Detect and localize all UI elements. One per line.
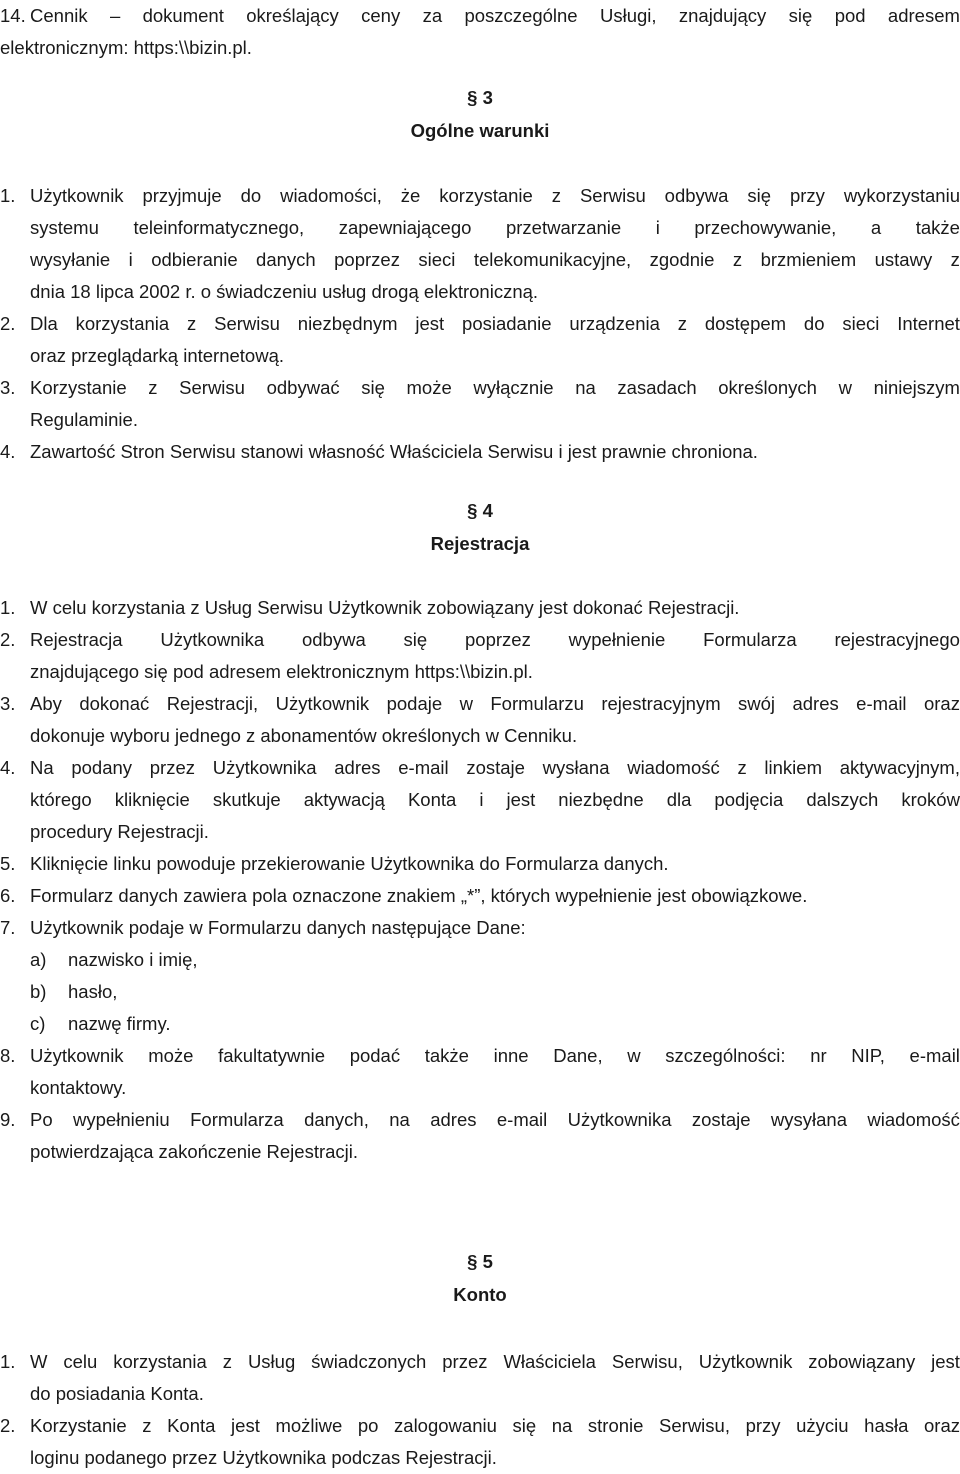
word: wypełnieniu bbox=[73, 1109, 170, 1130]
section-5-title: Konto bbox=[453, 1284, 507, 1305]
section-5-item-1-number: 1. bbox=[0, 1351, 16, 1372]
word: Usług bbox=[247, 1351, 296, 1372]
section-3-item-1-line bbox=[30, 244, 960, 276]
section-4-item-2-line: znajdującego się pod adresem elektronicznym https:\\bizin.pl. bbox=[30, 661, 533, 682]
section-3-item-1-line bbox=[30, 212, 960, 244]
word: przez bbox=[442, 1351, 488, 1372]
word: W bbox=[30, 1351, 48, 1372]
word: sieci bbox=[842, 313, 880, 334]
word: podany bbox=[71, 757, 133, 778]
word: oraz bbox=[923, 693, 960, 714]
word: na bbox=[575, 377, 596, 398]
word: wiadomość bbox=[867, 1109, 960, 1130]
section-4-subitem-text: nazwisko i imię, bbox=[68, 949, 198, 970]
word: ceny bbox=[361, 5, 401, 26]
word: także bbox=[424, 1045, 469, 1066]
word: Internet bbox=[897, 313, 960, 334]
word: Aby bbox=[30, 693, 62, 714]
word: oraz bbox=[924, 1415, 960, 1436]
word: zasadach bbox=[617, 377, 697, 398]
word: przetwarzanie bbox=[505, 217, 622, 238]
word: z bbox=[950, 249, 960, 270]
section-3-item-4-line: Zawartość Stron Serwisu stanowi własność Właściciela Serwisu i jest prawnie chroniona. bbox=[30, 441, 758, 462]
section-5-sign: § 5 bbox=[467, 1251, 493, 1272]
word: Rejestracja bbox=[30, 629, 123, 650]
word: Rejestracji, bbox=[166, 693, 259, 714]
section-3-item-2-line bbox=[30, 308, 960, 340]
word: i bbox=[479, 789, 484, 810]
word: Właściciela bbox=[503, 1351, 596, 1372]
word: i bbox=[655, 217, 660, 238]
section-4-item-4-line: procedury Rejestracji. bbox=[30, 821, 209, 842]
section-4-item-2-line bbox=[30, 624, 960, 656]
section-5-item-1-line: do posiadania Konta. bbox=[30, 1383, 204, 1404]
word: zobowiązany bbox=[808, 1351, 916, 1372]
section-4-item-8-number: 8. bbox=[0, 1045, 16, 1066]
item-14-line bbox=[30, 0, 960, 32]
word: którego bbox=[30, 789, 92, 810]
word: Formularza bbox=[190, 1109, 284, 1130]
section-5-item-2-number: 2. bbox=[0, 1415, 16, 1436]
section-4-item-8-line: kontaktowy. bbox=[30, 1077, 127, 1098]
word: korzystanie bbox=[439, 185, 533, 206]
word: przy bbox=[789, 185, 825, 206]
word: szczególności: bbox=[665, 1045, 786, 1066]
word: Korzystanie bbox=[30, 377, 127, 398]
word: Dla bbox=[30, 313, 58, 334]
word: adres bbox=[792, 693, 839, 714]
word: wiadomość bbox=[627, 757, 720, 778]
word: zgodnie bbox=[649, 249, 715, 270]
word: niezbędnym bbox=[297, 313, 398, 334]
word: Korzystanie bbox=[30, 1415, 127, 1436]
section-3-item-1-number: 1. bbox=[0, 185, 16, 206]
section-4-item-6-number: 6. bbox=[0, 885, 16, 906]
word: fakultatywnie bbox=[218, 1045, 326, 1066]
word: wysyłanie bbox=[30, 249, 111, 270]
word: dla bbox=[666, 789, 692, 810]
word: się bbox=[512, 1415, 537, 1436]
section-3-item-1-line bbox=[30, 180, 960, 212]
word: w bbox=[838, 377, 852, 398]
section-4-item-4-line bbox=[30, 784, 960, 816]
section-5-item-2-line: loginu podanego przez Użytkownika podczas Rejestracji. bbox=[30, 1447, 497, 1468]
word: jest bbox=[231, 1415, 260, 1436]
word: kliknięcie bbox=[114, 789, 190, 810]
section-4-item-1-line: W celu korzystania z Usług Serwisu Użytkownik zobowiązany jest dokonać Rejestracji. bbox=[30, 597, 740, 618]
section-4-item-3-line: dokonuje wyboru jednego z abonamentów określonych w Cenniku. bbox=[30, 725, 578, 746]
section-4-item-7-line: Użytkownik podaje w Formularzu danych następujące Dane: bbox=[30, 917, 526, 938]
word: e-mail bbox=[398, 757, 449, 778]
word: posiadanie bbox=[462, 313, 552, 334]
word: z bbox=[187, 313, 197, 334]
word: ustawy bbox=[874, 249, 933, 270]
word: się bbox=[788, 5, 813, 26]
word: linkiem bbox=[764, 757, 822, 778]
word: Serwisu bbox=[579, 185, 646, 206]
word: może bbox=[148, 1045, 194, 1066]
word: Użytkownika bbox=[160, 629, 265, 650]
word: wykorzystaniu bbox=[843, 185, 960, 206]
word: poszczególne bbox=[464, 5, 578, 26]
word: wiadomości, bbox=[280, 185, 382, 206]
section-4-item-2-number: 2. bbox=[0, 629, 16, 650]
word: określonych bbox=[718, 377, 817, 398]
word: skutkuje bbox=[212, 789, 281, 810]
item-14-number: 14. bbox=[0, 5, 26, 26]
section-3-item-2-line: oraz przeglądarką internetową. bbox=[30, 345, 285, 366]
word: podać bbox=[349, 1045, 401, 1066]
word: do bbox=[803, 313, 825, 334]
word: sieci bbox=[418, 249, 456, 270]
word: w bbox=[459, 693, 473, 714]
word: NIP, bbox=[851, 1045, 885, 1066]
word: telekomunikacyjne, bbox=[473, 249, 632, 270]
word: stronie bbox=[587, 1415, 644, 1436]
word: jest bbox=[415, 313, 445, 334]
word: odbieranie bbox=[151, 249, 238, 270]
section-4-item-9-line: potwierdzająca zakończenie Rejestracji. bbox=[30, 1141, 359, 1162]
word: poprzez bbox=[465, 629, 531, 650]
word: e-mail bbox=[856, 693, 907, 714]
word: Konta bbox=[407, 789, 457, 810]
word: zapewniającego bbox=[338, 217, 472, 238]
word: Dane, bbox=[553, 1045, 603, 1066]
word: jest bbox=[506, 789, 536, 810]
section-3-item-3-line bbox=[30, 372, 960, 404]
word: teleinformatycznego, bbox=[133, 217, 305, 238]
section-4-item-5-line: Kliknięcie linku powoduje przekierowanie Użytkownika do Formularza danych. bbox=[30, 853, 669, 874]
section-4-item-7-number: 7. bbox=[0, 917, 16, 938]
word: wyłącznie bbox=[473, 377, 554, 398]
word: rejestracyjnego bbox=[834, 629, 960, 650]
word: z bbox=[222, 1351, 233, 1372]
word: Użytkownika bbox=[567, 1109, 672, 1130]
section-3-sign: § 3 bbox=[467, 87, 493, 108]
word: Po bbox=[30, 1109, 53, 1130]
word: także bbox=[915, 217, 960, 238]
word: Użytkownika bbox=[212, 757, 317, 778]
word: adres bbox=[430, 1109, 477, 1130]
word: znajdujący bbox=[678, 5, 767, 26]
word: z bbox=[551, 185, 562, 206]
section-4-item-1-number: 1. bbox=[0, 597, 16, 618]
word: możliwe bbox=[275, 1415, 343, 1436]
word: jest bbox=[931, 1351, 960, 1372]
word: zalogowaniu bbox=[394, 1415, 497, 1436]
section-4-item-9-line bbox=[30, 1104, 960, 1136]
word: e-mail bbox=[496, 1109, 548, 1130]
word: Formularza bbox=[703, 629, 797, 650]
word: korzystania bbox=[113, 1351, 207, 1372]
word: aktywacyjnym, bbox=[839, 757, 960, 778]
word: e-mail bbox=[909, 1045, 960, 1066]
item-14-line: elektronicznym: https:\\bizin.pl. bbox=[0, 37, 252, 58]
word: Użytkownik bbox=[698, 1351, 793, 1372]
section-3-item-2-number: 2. bbox=[0, 313, 16, 334]
section-3-item-3-line: Regulaminie. bbox=[30, 409, 138, 430]
word: wysłana bbox=[542, 757, 610, 778]
word: wysyłana bbox=[770, 1109, 847, 1130]
word: kroków bbox=[901, 789, 960, 810]
word: Serwisu bbox=[214, 313, 280, 334]
word: Konta bbox=[167, 1415, 216, 1436]
word: świadczonych bbox=[311, 1351, 427, 1372]
word: hasła bbox=[864, 1415, 909, 1436]
section-4-item-4-line bbox=[30, 752, 960, 784]
word: Użytkownik bbox=[30, 185, 124, 206]
section-4-item-5-number: 5. bbox=[0, 853, 16, 874]
section-3-item-3-number: 3. bbox=[0, 377, 16, 398]
section-4-item-4-number: 4. bbox=[0, 757, 16, 778]
word: Serwisu, bbox=[611, 1351, 683, 1372]
word: odbywa bbox=[664, 185, 729, 206]
word: pod bbox=[834, 5, 866, 26]
word: z bbox=[732, 249, 743, 270]
section-4-subitem-text: nazwę firmy. bbox=[68, 1013, 171, 1034]
word: aktywacją bbox=[303, 789, 385, 810]
section-4-item-9-number: 9. bbox=[0, 1109, 16, 1130]
word: niezbędne bbox=[558, 789, 644, 810]
word: urządzenia bbox=[569, 313, 660, 334]
section-5-item-1-line bbox=[30, 1346, 960, 1378]
word: przez bbox=[149, 757, 196, 778]
word: się bbox=[361, 377, 385, 398]
word: brzmieniem bbox=[760, 249, 857, 270]
word: Formularzu bbox=[490, 693, 584, 714]
word: odbywać bbox=[266, 377, 340, 398]
word: danych bbox=[256, 249, 316, 270]
word: Serwisu bbox=[179, 377, 245, 398]
section-3-item-1-line: dnia 18 lipca 2002 r. o świadczeniu usług drogą elektroniczną. bbox=[30, 281, 539, 302]
word: przechowywanie, bbox=[694, 217, 837, 238]
word: w bbox=[627, 1045, 641, 1066]
section-4-item-3-number: 3. bbox=[0, 693, 16, 714]
section-4-item-6-line: Formularz danych zawiera pola oznaczone znakiem „*”, których wypełnienie jest obowiązkowe. bbox=[30, 885, 808, 906]
word: z bbox=[677, 313, 687, 334]
section-5-item-2-line bbox=[30, 1410, 960, 1442]
word: inne bbox=[493, 1045, 529, 1066]
section-4-sign: § 4 bbox=[467, 500, 493, 521]
word: dostępem bbox=[704, 313, 787, 334]
word: celu bbox=[63, 1351, 98, 1372]
word: dokument bbox=[142, 5, 224, 26]
word: dokonać bbox=[79, 693, 150, 714]
word: użyciu bbox=[796, 1415, 849, 1436]
word: danych, bbox=[304, 1109, 369, 1130]
word: swój bbox=[738, 693, 776, 714]
word: się bbox=[747, 185, 772, 206]
word: Usługi, bbox=[599, 5, 657, 26]
word: dalszych bbox=[806, 789, 879, 810]
word: z bbox=[737, 757, 747, 778]
word: zostaje bbox=[466, 757, 525, 778]
word: niniejszym bbox=[873, 377, 960, 398]
word: wypełnienie bbox=[568, 629, 666, 650]
word: korzystania bbox=[75, 313, 170, 334]
word: przyjmuje bbox=[142, 185, 222, 206]
word: podjęcia bbox=[714, 789, 784, 810]
word: zostaje bbox=[691, 1109, 751, 1130]
word: rejestracyjnym bbox=[601, 693, 721, 714]
word: adresem bbox=[887, 5, 960, 26]
word: na bbox=[389, 1109, 410, 1130]
word: się bbox=[403, 629, 428, 650]
section-4-subitem-letter: b) bbox=[30, 981, 47, 1002]
word: systemu bbox=[30, 217, 99, 238]
word: na bbox=[551, 1415, 573, 1436]
word: z bbox=[148, 377, 158, 398]
word: Na bbox=[30, 757, 54, 778]
section-4-item-3-line bbox=[30, 688, 960, 720]
word: i bbox=[128, 249, 133, 270]
word: Cennik bbox=[30, 5, 88, 26]
word: odbywa bbox=[301, 629, 366, 650]
word: po bbox=[357, 1415, 379, 1436]
section-3-title: Ogólne warunki bbox=[410, 120, 550, 141]
section-4-title: Rejestracja bbox=[430, 533, 530, 554]
word: może bbox=[406, 377, 452, 398]
section-4-item-8-line bbox=[30, 1040, 960, 1072]
section-4-subitem-letter: a) bbox=[30, 949, 47, 970]
word: że bbox=[400, 185, 421, 206]
word: a bbox=[870, 217, 882, 238]
word: podaje bbox=[386, 693, 443, 714]
section-4-subitem-text: hasło, bbox=[68, 981, 118, 1002]
section-4-subitem-letter: c) bbox=[30, 1013, 46, 1034]
word: nr bbox=[810, 1045, 827, 1066]
word: przy bbox=[745, 1415, 781, 1436]
section-3-item-4-number: 4. bbox=[0, 441, 16, 462]
word: z bbox=[142, 1415, 152, 1436]
word: poprzez bbox=[334, 249, 400, 270]
word: za bbox=[422, 5, 443, 26]
word: – bbox=[109, 5, 121, 26]
word: Użytkownik bbox=[275, 693, 370, 714]
word: Użytkownik bbox=[30, 1045, 124, 1066]
word: określający bbox=[246, 5, 339, 26]
word: do bbox=[240, 185, 262, 206]
word: Serwisu, bbox=[659, 1415, 730, 1436]
word: adres bbox=[334, 757, 381, 778]
